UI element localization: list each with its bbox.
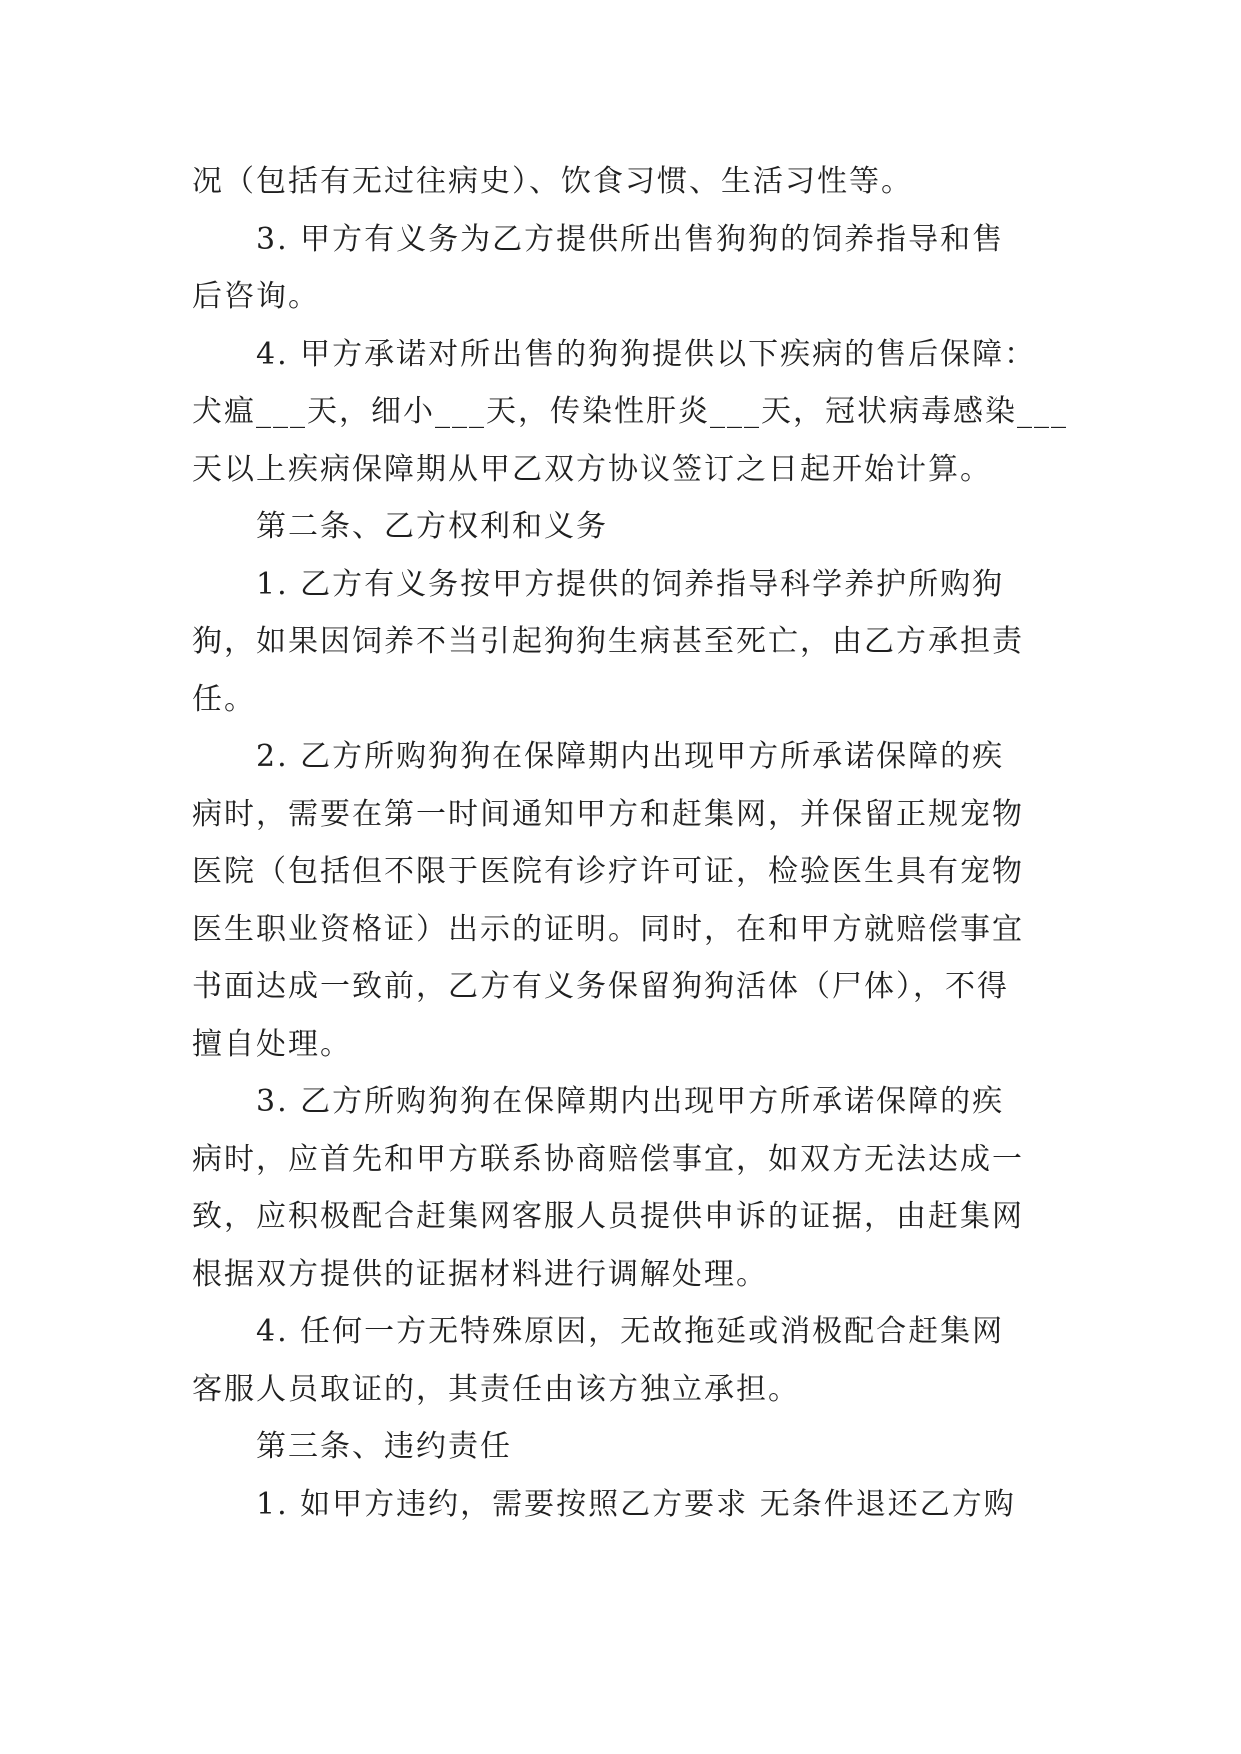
text-line: 狗，如果因饲养不当引起狗狗生病甚至死亡，由乙方承担责 <box>192 624 1024 659</box>
text-line: 致，应积极配合赶集网客服人员提供申诉的证据，由赶集网 <box>192 1199 1024 1234</box>
text-line: 2. 乙方所购狗狗在保障期内出现甲方所承诺保障的疾 <box>256 739 1005 774</box>
section-heading: 第二条、乙方权利和义务 <box>256 509 608 544</box>
text-line: 擅自处理。 <box>192 1026 352 1062</box>
text-line: 根据双方提供的证据材料进行调解处理。 <box>192 1256 768 1292</box>
text-line: 况（包括有无过往病史）、饮食习惯、生活习性等。 <box>192 164 913 199</box>
text-line: 3. 乙方所购狗狗在保障期内出现甲方所承诺保障的疾 <box>256 1084 1005 1119</box>
text-line: 1. 如甲方违约，需要按照乙方要求 无条件退还乙方购 <box>256 1486 1016 1522</box>
text-line: 1. 乙方有义务按甲方提供的饲养指导科学养护所购狗 <box>256 566 1005 602</box>
text-line: 病时，需要在第一时间通知甲方和赶集网，并保留正规宠物 <box>192 796 1024 832</box>
text-line: 后咨询。 <box>192 279 320 314</box>
text-line: 客服人员取证的，其责任由该方独立承担。 <box>192 1371 800 1407</box>
text-line: 病时，应首先和甲方联系协商赔偿事宜，如双方无法达成一 <box>192 1141 1024 1177</box>
text-line: 医生职业资格证）出示的证明。同时，在和甲方就赔偿事宜 <box>192 911 1024 947</box>
text-line: 医院（包括但不限于医院有诊疗许可证，检验医生具有宠物 <box>192 854 1024 889</box>
section-heading: 第三条、违约责任 <box>256 1429 512 1464</box>
text-line: 4. 任何一方无特殊原因，无故拖延或消极配合赶集网 <box>256 1314 1005 1349</box>
contract-text-body <box>192 153 1068 1533</box>
text-line: 3. 甲方有义务为乙方提供所出售狗狗的饲养指导和售 <box>256 221 1005 257</box>
text-line: 4. 甲方承诺对所出售的狗狗提供以下疾病的售后保障： <box>256 336 1037 372</box>
text-line: 任。 <box>192 681 256 717</box>
text-line: 天以上疾病保障期从甲乙双方协议签订之日起开始计算。 <box>192 451 992 487</box>
text-line: 犬瘟___天，细小___天，传染性肝炎___天，冠状病毒感染___ <box>192 394 1068 429</box>
text-line: 书面达成一致前，乙方有义务保留狗狗活体（尸体），不得 <box>192 969 1009 1004</box>
